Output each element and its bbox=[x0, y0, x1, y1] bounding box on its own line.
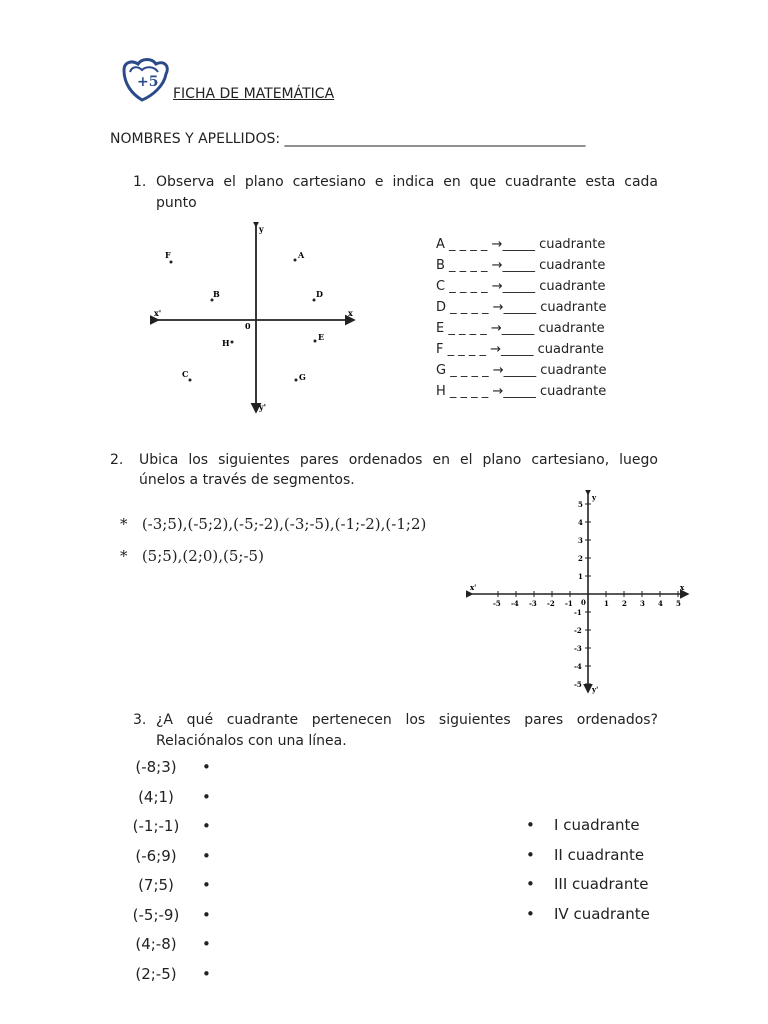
q2-coordinate-grid bbox=[466, 490, 692, 696]
q3-pair-row bbox=[118, 847, 228, 877]
q2-text-line2: únelos a través de segmentos. bbox=[139, 472, 355, 488]
answer-line-b: B _ _ _ _ →_____ cuadrante bbox=[436, 258, 606, 273]
point-h-label: H bbox=[222, 338, 230, 348]
q2-text-line1: Ubica los siguientes pares ordenados en el plano cartesiano, luego bbox=[139, 452, 658, 468]
q3-quadrant-bullet[interactable]: • bbox=[526, 845, 535, 864]
q3-pair-bullet[interactable]: • bbox=[202, 758, 211, 776]
answer-line-c: C _ _ _ _ →_____ cuadrante bbox=[436, 279, 606, 294]
q3-pair-bullet[interactable]: • bbox=[202, 876, 211, 894]
q1-text-line2: punto bbox=[156, 195, 197, 211]
q3-pair-row bbox=[118, 876, 228, 906]
q3-pairs-list bbox=[118, 758, 228, 994]
q2-y-tick-label: -5 bbox=[574, 680, 582, 689]
page-title: FICHA DE MATEMÁTICA bbox=[173, 86, 335, 102]
q2-set-2 bbox=[120, 547, 264, 565]
q1-label-x-neg: x' bbox=[154, 308, 162, 318]
q3-quadrant-bullet[interactable]: • bbox=[526, 875, 535, 893]
q2-x-tick-label: 3 bbox=[640, 599, 645, 608]
q3-pair-row bbox=[118, 817, 228, 847]
q3-quadrant-label: II cuadrante bbox=[554, 845, 645, 864]
q2-set-1-bullet: * bbox=[120, 515, 128, 533]
name-label: NOMBRES Y APELLIDOS: bbox=[110, 131, 281, 147]
q3-pair-bullet[interactable]: • bbox=[202, 905, 211, 924]
answer-line-a: A _ _ _ _ →_____ cuadrante bbox=[436, 237, 606, 252]
q1-label-origin: 0 bbox=[245, 321, 251, 331]
q3-pair-label: (-6;9) bbox=[135, 846, 177, 865]
q3-pair-row bbox=[118, 906, 228, 936]
point-h bbox=[231, 341, 234, 344]
svg-text:+5: +5 bbox=[137, 74, 159, 90]
q1-cartesian-plane bbox=[150, 222, 360, 418]
q3-pair-bullet[interactable]: • bbox=[202, 817, 211, 835]
q3-quadrant-row bbox=[526, 846, 686, 876]
school-logo bbox=[120, 56, 172, 102]
q3-quadrant-row bbox=[526, 816, 686, 846]
q3-quadrant-label: IV cuadrante bbox=[554, 904, 650, 923]
q3-pair-label: (-5;-9) bbox=[132, 905, 180, 924]
q2-set-2-bullet: * bbox=[120, 547, 128, 565]
q2-x-tick-label: 4 bbox=[658, 599, 663, 608]
q3-quadrant-bullet[interactable]: • bbox=[526, 904, 535, 923]
name-line: ___________________________________________ bbox=[284, 131, 586, 147]
answer-line-e: E _ _ _ _ →_____ cuadrante bbox=[436, 321, 605, 336]
q2-set-1-pairs: (-3;5),(-5;2),(-5;-2),(-3;-5),(-1;-2),(-1;2) bbox=[141, 515, 427, 533]
q2-x-tick-label: 5 bbox=[676, 599, 681, 608]
q3-pair-label: (2;-5) bbox=[135, 964, 177, 983]
q2-x-tick-label: -4 bbox=[511, 599, 519, 608]
q2-label-x: x bbox=[680, 583, 685, 592]
point-f-label: F bbox=[165, 250, 171, 260]
q2-y-tick-label: 3 bbox=[578, 536, 583, 545]
q3-pair-bullet[interactable]: • bbox=[202, 787, 211, 806]
q3-pair-bullet[interactable]: • bbox=[202, 935, 211, 953]
q2-set-1 bbox=[120, 515, 426, 533]
q1-number: 1. bbox=[133, 174, 147, 190]
q2-y-tick-label: -3 bbox=[574, 644, 582, 653]
answer-line-d: D _ _ _ _ →_____ cuadrante bbox=[436, 300, 607, 315]
point-d-label: D bbox=[316, 289, 323, 299]
name-field-label bbox=[110, 131, 586, 147]
q3-text-line1: ¿A qué cuadrante pertenecen los siguientes pares ordenados? bbox=[156, 712, 658, 728]
point-f bbox=[170, 261, 173, 264]
q3-pair-row bbox=[118, 965, 228, 995]
q3-quadrant-label: III cuadrante bbox=[554, 875, 649, 893]
q3-pair-row bbox=[118, 788, 228, 818]
q2-label-y-neg: y' bbox=[592, 685, 599, 694]
point-e-label: E bbox=[318, 332, 325, 342]
q2-y-tick-label: 5 bbox=[578, 500, 583, 509]
q2-y-tick-label: 2 bbox=[578, 554, 583, 563]
q3-text-line2: Relaciónalos con una línea. bbox=[156, 733, 347, 749]
point-g-label: G bbox=[299, 372, 306, 382]
q2-y-tick-label: -4 bbox=[574, 662, 582, 671]
q3-quadrant-row bbox=[526, 875, 686, 905]
q2-set-2-pairs: (5;5),(2;0),(5;-5) bbox=[141, 547, 264, 565]
q2-y-tick-label: 4 bbox=[578, 518, 583, 527]
answer-line-h: H _ _ _ _ →_____ cuadrante bbox=[436, 384, 607, 399]
q3-pair-label: (-8;3) bbox=[135, 758, 177, 776]
q3-pair-label: (4;-8) bbox=[135, 935, 177, 953]
q3-pair-row bbox=[118, 935, 228, 965]
q1-answer-list bbox=[436, 237, 666, 405]
q3-quadrant-label: I cuadrante bbox=[554, 816, 640, 834]
q3-pair-bullet[interactable]: • bbox=[202, 964, 211, 983]
q3-number: 3. bbox=[133, 712, 147, 728]
point-e bbox=[314, 340, 317, 343]
q3-quadrant-bullet[interactable]: • bbox=[526, 816, 535, 834]
q3-quadrant-row bbox=[526, 905, 686, 935]
q2-x-tick-label: -2 bbox=[547, 599, 555, 608]
q2-number: 2. bbox=[110, 452, 124, 468]
q3-pair-label: (4;1) bbox=[138, 787, 174, 806]
q2-x-tick-label: -5 bbox=[493, 599, 501, 608]
point-g bbox=[295, 379, 298, 382]
q1-text-line1: Observa el plano cartesiano e indica en que cuadrante esta cada bbox=[156, 174, 658, 190]
q3-pair-bullet[interactable]: • bbox=[202, 846, 211, 865]
answer-line-f: F _ _ _ _ →_____ cuadrante bbox=[436, 342, 604, 357]
point-b-label: B bbox=[213, 289, 220, 299]
q1-label-y-neg: y' bbox=[259, 402, 267, 412]
q2-label-y: y bbox=[592, 493, 597, 502]
q2-label-x-neg: x' bbox=[470, 583, 477, 592]
point-a-label: A bbox=[298, 250, 305, 260]
q2-y-tick-label: -1 bbox=[574, 608, 582, 617]
q2-y-tick-label: -2 bbox=[574, 626, 582, 635]
q2-x-tick-label: 1 bbox=[604, 599, 609, 608]
q1-label-x: x bbox=[348, 308, 353, 318]
point-c bbox=[189, 379, 192, 382]
q2-x-tick-label: -1 bbox=[565, 599, 573, 608]
q2-x-tick-label: -3 bbox=[529, 599, 537, 608]
q3-quadrant-list bbox=[526, 816, 686, 934]
q3-pair-row bbox=[118, 758, 228, 788]
q2-label-origin: 0 bbox=[581, 598, 586, 607]
q2-y-tick-label: 1 bbox=[578, 572, 583, 581]
q2-x-tick-label: 2 bbox=[622, 599, 627, 608]
point-a bbox=[294, 259, 297, 262]
point-c-label: C bbox=[182, 369, 189, 379]
q3-pair-label: (7;5) bbox=[138, 876, 174, 894]
q1-label-y: y bbox=[259, 224, 264, 234]
answer-line-g: G _ _ _ _ →_____ cuadrante bbox=[436, 363, 607, 378]
q3-pair-label: (-1;-1) bbox=[132, 817, 180, 835]
